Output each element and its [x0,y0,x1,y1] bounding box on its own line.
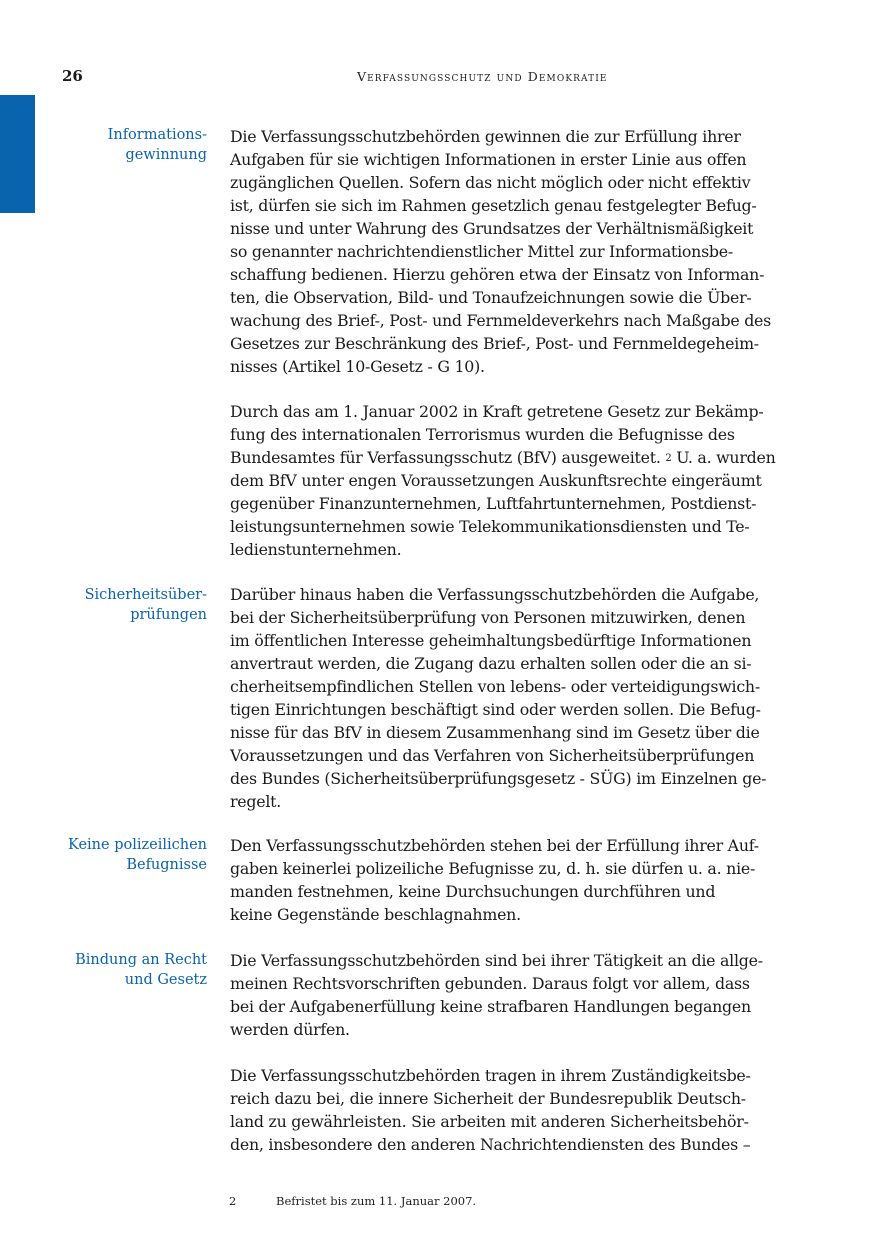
margin-note-line: Keine polizeilichen [68,837,207,853]
text-line: gaben keinerlei polizeiliche Befugnisse zu, d. h. sie dürfen u. a. nie- [230,859,756,878]
text-line: land zu gewährleisten. Sie arbeiten mit anderen Sicherheitsbehör- [230,1112,749,1131]
text-line: Die Verfassungsschutzbehörden gewinnen die zur Erfüllung ihrer [230,127,741,146]
text-line: keine Gegenstände beschlagnahmen. [230,905,521,924]
margin-note-line: gewinnung [125,147,207,163]
text-line: ledienstunternehmen. [230,540,402,559]
footnote-text: Befristet bis zum 11. Januar 2007. [276,1194,477,1208]
text-line: meinen Rechtsvorschriften gebunden. Daraus folgt vor allem, dass [230,974,750,993]
margin-note-sicherheitsueberpruefungen [27,585,207,625]
text-line: Die Verfassungsschutzbehörden sind bei ihrer Tätigkeit an die allge- [230,951,763,970]
text-line: werden dürfen. [230,1020,350,1039]
text-line: Den Verfassungsschutzbehörden stehen bei der Erfüllung ihrer Auf- [230,836,759,855]
text-line: wachung des Brief-, Post- und Fernmeldeverkehrs nach Maßgabe des [230,311,772,330]
text-line: ist, dürfen sie sich im Rahmen gesetzlich genau festgelegter Befug- [230,196,757,215]
text-line: zugänglichen Quellen. Sofern das nicht möglich oder nicht effektiv [230,173,751,192]
text-line: ten, die Observation, Bild- und Tonaufzeichnungen sowie die Über- [230,288,752,307]
text-line: nisse für das BfV in diesem Zusammenhang sind im Gesetz über die [230,723,760,742]
text-line: des Bundes (Sicherheitsüberprüfungsgesetz - SÜG) im Einzelnen ge- [230,769,767,788]
text-line: Aufgaben für sie wichtigen Informationen in erster Linie aus offen [230,150,747,169]
margin-note-bindung-an-recht [27,950,207,990]
paragraph-informationsgewinnung [230,125,790,378]
text-line: bei der Aufgabenerfüllung keine strafbaren Handlungen begangen [230,997,751,1016]
margin-note-line: Informations- [107,127,207,143]
margin-note-informationsgewinnung [27,125,207,165]
text-line-head: Bundesamtes für Verfassungsschutz (BfV) ausgeweitet. [230,448,661,467]
footnote [229,1194,476,1208]
text-line: im öffentlichen Interesse geheimhaltungsbedürftige Informationen [230,631,752,650]
text-line: manden festnehmen, keine Durchsuchungen durchführen und [230,882,716,901]
paragraph-sicherheitsueberpruefungen [230,583,790,813]
text-line: schaffung bedienen. Hierzu gehören etwa der Einsatz von Informan- [230,265,765,284]
footnote-reference: 2 [665,453,672,464]
margin-note-line: Befugnisse [126,857,207,873]
footnote-number: 2 [229,1194,237,1208]
paragraph-bindung-an-recht [230,949,790,1041]
text-line: fung des internationalen Terrorismus wurden die Befugnisse des [230,425,735,444]
running-title: Verfassungsschutz und Demokratie [357,69,608,84]
margin-note-line: Bindung an Recht [75,952,207,968]
text-line: anvertraut werden, die Zugang dazu erhalten sollen oder die an si- [230,654,752,673]
paragraph-terrorismus [230,400,790,561]
margin-note-line: Sicherheitsüber- [84,587,207,603]
text-line: Darüber hinaus haben die Verfassungsschutzbehörden die Aufgabe, [230,585,760,604]
paragraph-innere-sicherheit [230,1064,790,1156]
margin-note-line: prüfungen [130,607,207,623]
text-line: reich dazu bei, die innere Sicherheit der Bundesrepublik Deutsch- [230,1089,746,1108]
text-line: leistungsunternehmen sowie Telekommunikationsdiensten und Te- [230,517,750,536]
text-line: gegenüber Finanzunternehmen, Luftfahrtunternehmen, Postdienst- [230,494,757,513]
text-line: bei der Sicherheitsüberprüfung von Personen mitzuwirken, denen [230,608,746,627]
text-line: regelt. [230,792,282,811]
text-line-tail: U. a. wurden [676,448,776,467]
page-number: 26 [62,67,83,85]
text-line: tigen Einrichtungen beschäftigt sind oder werden sollen. Die Befug- [230,700,761,719]
text-line: Gesetzes zur Beschränkung des Brief-, Post- und Fernmeldegeheim- [230,334,759,353]
margin-note-line: und Gesetz [124,972,207,988]
text-line: Voraussetzungen und das Verfahren von Sicherheitsüberprüfungen [230,746,755,765]
text-line: Die Verfassungsschutzbehörden tragen in ihrem Zuständigkeitsbe- [230,1066,751,1085]
paragraph-keine-polizeilichen-befugnisse [230,834,790,926]
text-line: cherheitsempfindlichen Stellen von lebens- oder verteidigungswich- [230,677,760,696]
text-line-with-footnote [230,446,790,469]
text-line: nisses (Artikel 10-Gesetz - G 10). [230,357,485,376]
text-line: Durch das am 1. Januar 2002 in Kraft getretene Gesetz zur Bekämp- [230,402,764,421]
text-line: den, insbesondere den anderen Nachrichtendiensten des Bundes – [230,1135,751,1154]
text-line: nisse und unter Wahrung des Grundsatzes der Verhältnismäßigkeit [230,219,754,238]
text-line: dem BfV unter engen Voraussetzungen Auskunftsrechte eingeräumt [230,471,762,490]
margin-note-keine-polizeilichen-befugnisse [27,835,207,875]
text-line: so genannter nachrichtendienstlicher Mittel zur Informationsbe- [230,242,733,261]
